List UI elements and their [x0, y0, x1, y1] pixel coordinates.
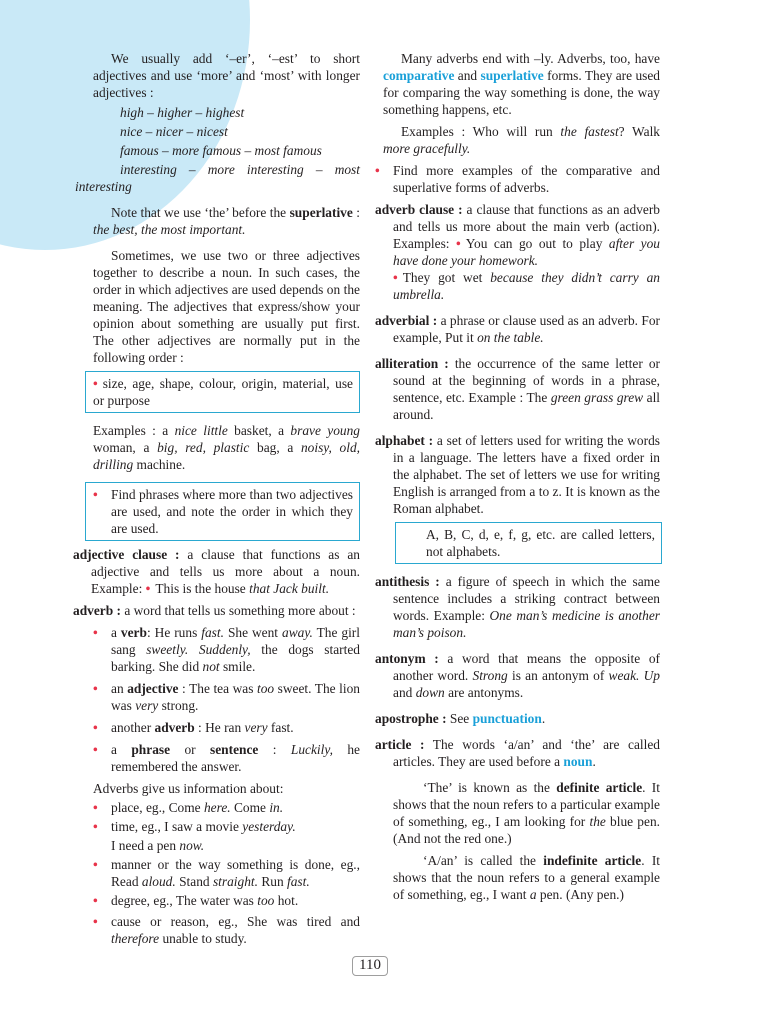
entry-term: antonym :: [375, 651, 439, 666]
list-item: • an adjective : The tea was too sweet. The lion was very strong.: [93, 681, 360, 713]
alphabet-entry: alphabet : a set of letters used for writing the words in a language. The letters have a fixed order in the alphabet. The set of letters we use for writing English is arranged from a to z. It is known as the Roman alphabet.: [375, 433, 660, 516]
adverb-examples: Examples : Who will run the fastest? Walk more gracefully.: [383, 124, 660, 156]
bullet-icon: •: [93, 376, 98, 391]
list-item: • manner or the way something is done, eg., Read aloud. Stand straight. Run fast.: [93, 857, 360, 889]
indefinite-article-paragraph: ‘A/an’ is called the indefinite article. It shows that the noun refers to a general example of something, eg., I want a pen. (Any pen.): [393, 853, 660, 902]
bullet-icon: •: [93, 819, 98, 834]
example-line: interesting – more interesting – most interesting: [75, 162, 360, 194]
glossary-link[interactable]: comparative: [383, 68, 455, 83]
entry-term: apostrophe :: [375, 711, 447, 726]
entry-term: adverbial :: [375, 313, 438, 328]
bullet-icon: •: [375, 163, 380, 178]
comparison-examples: [75, 104, 360, 195]
list-item: • place, eg., Come here. Come in.: [93, 800, 284, 815]
alphabet-note-box: A, B, C, d, e, f, g, etc. are called letters, not alphabets.: [395, 522, 662, 564]
adverb-entry: adverb : a word that tells us something more about :: [73, 603, 356, 618]
bullet-icon: •: [93, 800, 98, 815]
list-item: • a verb: He runs fast. She went away. The girl sang sweetly. Suddenly, the dogs started barking. She did not smile.: [93, 625, 360, 674]
entry-term: antithesis :: [375, 574, 440, 589]
list-item: • degree, eg., The water was too hot.: [93, 893, 299, 908]
list-item: • time, eg., I saw a movie yesterday.: [93, 819, 296, 834]
bullet-icon: •: [393, 270, 398, 285]
list-item: • another adverb : He ran very fast.: [93, 720, 294, 735]
bullet-icon: •: [93, 857, 98, 872]
entry-term: alphabet :: [375, 433, 434, 448]
adverb-clause-entry: adverb clause : a clause that functions as an adverb and tells us more about the main verb (action). Examples: • You can go out to play after you have done your homework. • They got wet because they didn’t carry an umbrella.: [375, 202, 660, 302]
adjective-examples: Examples : a nice little basket, a brave young woman, a big, red, plastic bag, a noisy, old, drilling machine.: [93, 423, 360, 472]
adjective-clause-entry: adjective clause : a clause that functions as an adjective and tells us more about a noun. Example: • This is the house that Jack built.: [73, 547, 360, 596]
alliteration-entry: alliteration : the occurrence of the same letter or sound at the beginning of words in a phrase, sentence, etc. Example : The green grass grew all around.: [375, 356, 661, 422]
apostrophe-entry: apostrophe : See punctuation.: [375, 711, 546, 726]
list-item: • cause or reason, eg., She was tired and therefore unable to study.: [93, 914, 360, 946]
entry-term: alliteration :: [375, 356, 449, 371]
definite-article-paragraph: ‘The’ is known as the definite article. It shows that the noun refers to a particular example of something, eg., I am looking for the blue pen. (And not the red one.): [393, 780, 660, 846]
glossary-link[interactable]: noun: [563, 754, 593, 769]
example-line: high – higher – highest: [120, 105, 245, 120]
activity-box: • Find phrases where more than two adjectives are used, and note the order in which they are used.: [85, 482, 360, 541]
superlative-note: Note that we use ‘the’ before the superlative : the best, the most important.: [93, 205, 361, 237]
antithesis-entry: antithesis : a figure of speech in which the same sentence includes a striking contract between words. Example: One man’s medicine is another man’s poison.: [375, 574, 661, 640]
adverbial-entry: adverbial : a phrase or clause used as an adverb. For example, Put it on the table.: [375, 313, 660, 345]
bullet-icon: •: [93, 681, 98, 696]
bullet-icon: •: [145, 581, 151, 596]
order-box: • size, age, shape, colour, origin, material, use or purpose: [85, 371, 360, 413]
list-item: • a phrase or sentence : Luckily, he remembered the answer.: [93, 742, 360, 774]
entry-term: adverb :: [73, 603, 121, 618]
bullet-icon: •: [93, 914, 98, 929]
example-line: nice – nicer – nicest: [120, 124, 228, 139]
right-column: [375, 50, 660, 903]
activity-item: • Find more examples of the comparative and superlative forms of adverbs.: [375, 163, 660, 195]
glossary-link[interactable]: superlative: [480, 68, 544, 83]
info-heading: Adverbs give us information about:: [93, 781, 284, 796]
ly-adverbs-paragraph: Many adverbs end with –ly. Adverbs, too, have comparative and superlative forms. They are used for comparing the way something is done, the way something happens, etc.: [383, 51, 660, 117]
bullet-icon: •: [93, 720, 98, 735]
bullet-icon: •: [93, 487, 98, 502]
entry-term: article :: [375, 737, 425, 752]
bullet-icon: •: [93, 625, 98, 640]
bullet-icon: •: [456, 236, 461, 251]
page-number: 110: [352, 956, 388, 976]
entry-term: adverb clause :: [375, 202, 463, 217]
comparison-intro: We usually add ‘–er’, ‘–est’ to short adjectives and use ‘more’ and ‘most’ with longer adjectives :: [93, 51, 360, 100]
entry-term: adjective clause :: [73, 547, 180, 562]
article-entry: article : The words ‘a/an’ and ‘the’ are called articles. They are used before a noun.: [375, 737, 660, 769]
left-column: [75, 50, 360, 947]
bullet-icon: •: [93, 893, 98, 908]
antonym-entry: antonym : a word that means the opposite of another word. Strong is an antonym of weak. Up and down are antonyms.: [375, 651, 661, 700]
adjective-order-paragraph: Sometimes, we use two or three adjectives together to describe a noun. In such cases, the order in which adjectives are used depends on the meaning. The adjectives that express/show your opinion about something are usually put first. The other adjectives are normally put in the following order :: [93, 248, 360, 365]
glossary-link[interactable]: punctuation: [472, 711, 542, 726]
bullet-icon: •: [93, 742, 98, 757]
list-item-continued: I need a pen now.: [111, 838, 205, 853]
example-line: famous – more famous – most famous: [120, 143, 322, 158]
